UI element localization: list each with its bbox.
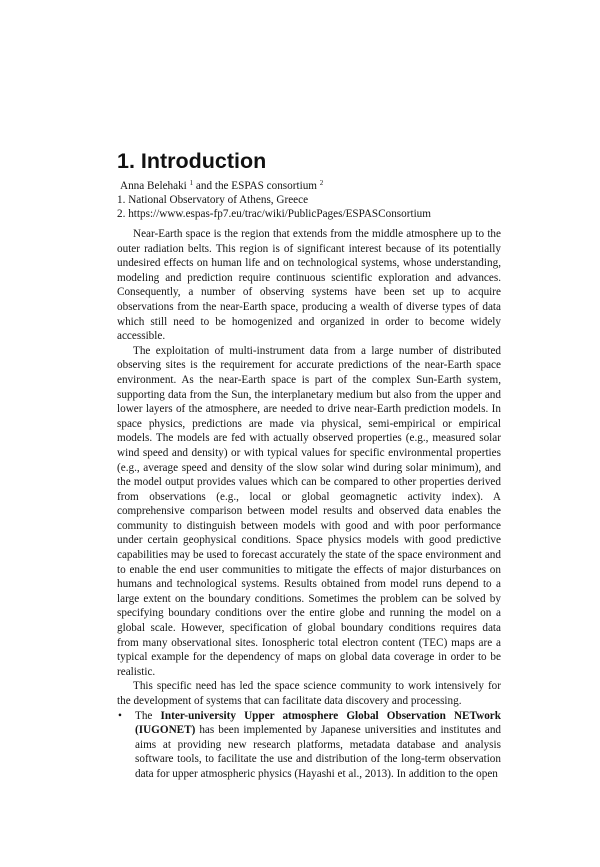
author-connector: and the ESPAS consortium: [195, 180, 317, 192]
author-line: [117, 179, 501, 193]
consortium-affiliation-marker: 2: [319, 179, 324, 187]
bullet-symbol: •: [118, 709, 122, 722]
paragraph-2: The exploitation of multi-instrument data from a large number of distributed observing sites is the requirement for accurate predictions of the near-Earth space environment. As the near-Earth space is part of the complex Sun-Earth system, supporting data from the Sun, the interplanetary medium but also from the upper and lower layers of the atmosphere, are needed to drive near-Earth prediction models. In space physics, predictions are made via physical, semi-empirical or empirical models. The models are fed with actually observed properties (e.g., measured solar wind speed and density) or with typical values for specific environmental properties (e.g., average speed and density of the slow solar wind during solar minimum), and the model output provides values which can be compared to other properties derived from observations (e.g., local or global geomagnetic activity index). A comprehensive comparison between model results and observed data enables the community to distinguish between models with good and with poor performance under certain geophysical conditions. Space physics models with good predictive capabilities may be used to forecast accurately the state of the space environment and to enable the end user communities to mitigate the effects of major disturbances on humans and technological systems. Results obtained from model runs depend to a large extent on the boundary conditions. Sometimes the problem can be solved by specifying boundary conditions over the entire globe and running the model on a global scale. However, specification of global boundary conditions requires data from many observational sites. Ionospheric total electron content (TEC) maps are a typical example for the dependency of maps on global data coverage in order to be realistic.: [117, 344, 501, 678]
section-title: 1. Introduction: [117, 149, 267, 173]
affiliations: [117, 193, 501, 221]
affiliation-2: 2. https://www.espas-fp7.eu/trac/wiki/PublicPages/ESPASConsortium: [117, 208, 431, 220]
bullet-text: has been implemented by Japanese universities and institutes and aims at providing new research platforms, metadata database and analysis software tools, to facilitate the use and distribution of the long-term observation data for upper atmospheric physics (Hayashi et al., 2013). In addition to the open: [135, 724, 502, 780]
paragraph-3: This specific need has led the space science community to work intensively for the development of systems that can facilitate data discovery and processing.: [117, 680, 501, 707]
bullet-item-iugonet: [117, 709, 501, 782]
bullet-lead: The: [135, 709, 153, 722]
bullet-bold-term: Inter-university Upper atmosphere Global Observation NETwork (IUGONET): [135, 709, 501, 737]
author-affiliation-marker: 1: [189, 179, 194, 187]
paragraph-1: Near-Earth space is the region that extends from the middle atmosphere up to the outer radiation belts. This region is of significant interest because of its potentially undesired effects on human life and on technological systems, whose understanding, modeling and prediction require continuous scientific exploration and advances. Consequently, a number of observing systems have been set up to acquire observations from the near-Earth space, producing a wealth of diverse types of data which still need to be homogenized and organized in order to become widely accessible.: [117, 228, 501, 343]
affiliation-1: 1. National Observatory of Athens, Greece: [117, 194, 309, 206]
page-content: [117, 148, 501, 782]
author-name: Anna Belehaki: [120, 180, 187, 192]
